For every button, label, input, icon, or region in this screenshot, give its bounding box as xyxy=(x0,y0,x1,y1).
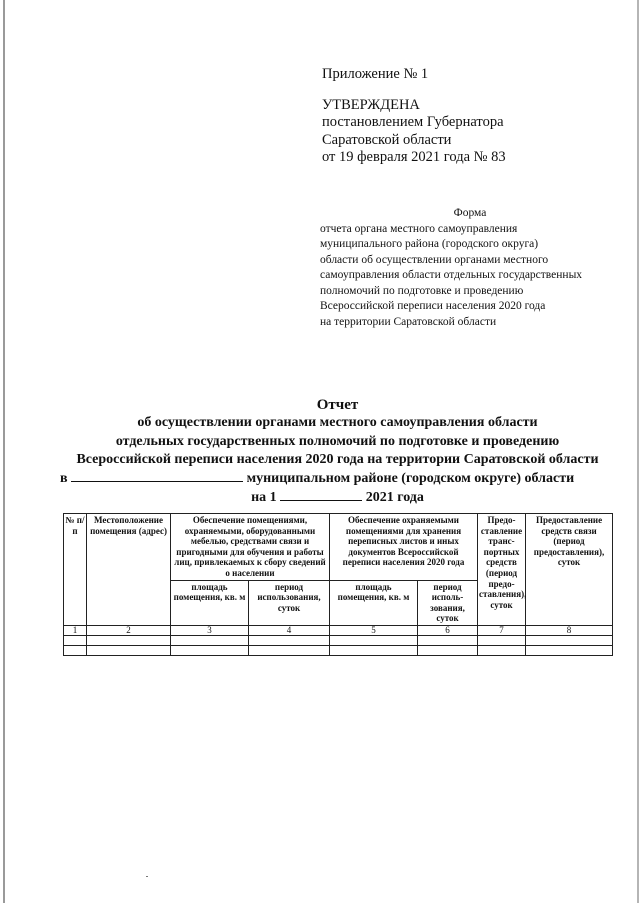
report-line-4 xyxy=(60,469,615,488)
subheader-area-1: площадь помещения, кв. м xyxy=(171,580,249,625)
report-line-3: Всероссийской переписи населения 2020 года на территории Саратовской области xyxy=(76,451,599,467)
table-row-empty xyxy=(64,645,613,655)
table-cell[interactable] xyxy=(87,635,171,645)
header-premises-training: Обеспечение помещениями, охраняемыми, оборудованными мебелью, средствами связи и пригодными для обучения и работы лиц, привлекаемых к сбору сведений о населении xyxy=(171,514,330,581)
form-line: Всероссийской переписи населения 2020 года xyxy=(320,300,546,312)
form-line: на территории Саратовской области xyxy=(320,315,497,328)
table-cell[interactable] xyxy=(418,635,478,645)
column-number: 6 xyxy=(418,625,478,635)
table-cell[interactable] xyxy=(249,645,330,655)
report-line-5-prefix: на 1 xyxy=(251,490,277,506)
form-line: области об осуществлении органами местного xyxy=(320,253,549,266)
column-number: 8 xyxy=(526,625,613,635)
form-line: отчета органа местного самоуправления xyxy=(320,222,518,235)
report-line-1: об осуществлении органами местного самоуправления области xyxy=(137,415,538,431)
table-header-row xyxy=(64,514,613,581)
table-cell[interactable] xyxy=(171,635,249,645)
district-blank[interactable] xyxy=(71,469,243,482)
approval-line-3: от 19 февраля 2021 года № 83 xyxy=(322,149,506,165)
report-title: Отчет xyxy=(316,397,359,413)
table-cell[interactable] xyxy=(330,645,418,655)
column-number: 3 xyxy=(171,625,249,635)
form-line: муниципального района (городского округа) xyxy=(320,238,539,250)
form-line: полномочий по подготовке и проведению xyxy=(320,284,524,297)
report-line-5-suffix: 2021 года xyxy=(365,490,424,506)
table-cell[interactable] xyxy=(87,645,171,655)
table-cell[interactable] xyxy=(526,645,613,655)
table-cell[interactable] xyxy=(526,635,613,645)
table-row-empty xyxy=(64,635,613,645)
report-line-4-suffix: муниципальном районе (городском округе) области xyxy=(246,471,575,487)
report-line-2: отдельных государственных полномочий по подготовке и проведению xyxy=(115,433,560,449)
table-cell[interactable] xyxy=(330,635,418,645)
table-cell[interactable] xyxy=(418,645,478,655)
subheader-period-2: период исполь-зования, суток xyxy=(418,580,478,625)
header-location: Местоположение помещения (адрес) xyxy=(87,514,171,626)
header-transport: Предо-ставление транс-портных средств (период предо-ставления), суток xyxy=(478,514,526,626)
table-cell[interactable] xyxy=(478,635,526,645)
appendix-block xyxy=(322,66,506,167)
column-number: 7 xyxy=(478,625,526,635)
form-header xyxy=(320,206,610,330)
table-cell[interactable] xyxy=(64,645,87,655)
approved-label: УТВЕРЖДЕНА xyxy=(322,96,420,113)
month-blank[interactable] xyxy=(280,488,362,501)
report-table xyxy=(63,513,613,656)
form-word: Форма xyxy=(453,207,487,219)
report-line-5 xyxy=(60,488,615,507)
header-premises-storage: Обеспечение охраняемыми помещениями для хранения переписных листов и иных документов Всероссийской переписи населения 2020 года xyxy=(330,514,478,581)
scan-speck xyxy=(146,876,148,877)
report-line-4-prefix: в xyxy=(60,471,68,487)
column-number: 4 xyxy=(249,625,330,635)
header-number: № п/п xyxy=(64,514,87,626)
approval-line-2: Саратовской области xyxy=(322,131,452,148)
approval-line-1: постановлением Губернатора xyxy=(322,114,504,130)
table-cell[interactable] xyxy=(171,645,249,655)
form-line: самоуправления области отдельных государственных xyxy=(320,269,583,281)
column-number: 1 xyxy=(64,625,87,635)
column-number-row xyxy=(64,625,613,635)
table-cell[interactable] xyxy=(64,635,87,645)
header-communication: Предоставление средств связи (период предоставления), суток xyxy=(526,514,613,626)
subheader-period-1: период использования, суток xyxy=(249,580,330,625)
report-heading xyxy=(60,396,615,508)
table-cell[interactable] xyxy=(478,645,526,655)
subheader-area-2: площадь помещения, кв. м xyxy=(330,580,418,625)
column-number: 2 xyxy=(87,625,171,635)
table-cell[interactable] xyxy=(249,635,330,645)
appendix-number: Приложение № 1 xyxy=(322,66,429,82)
column-number: 5 xyxy=(330,625,418,635)
